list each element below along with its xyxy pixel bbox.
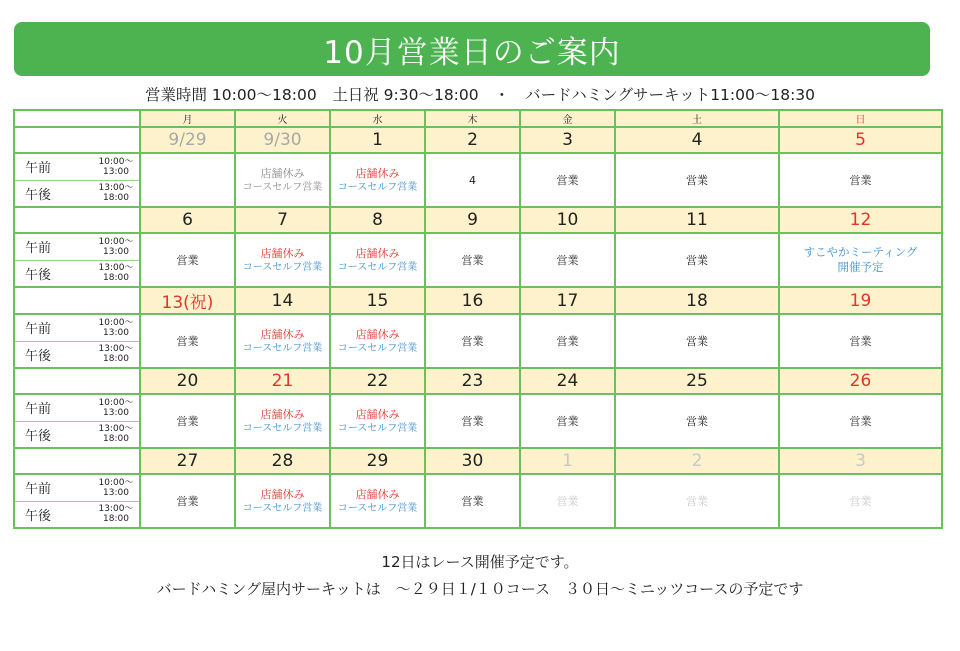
status-cell [520, 153, 615, 207]
period-labels [15, 475, 139, 527]
store-closed-status: 店舗休み [260, 166, 305, 180]
open-status: 営業 [176, 495, 199, 508]
date-cell: 22 [330, 368, 425, 394]
am-period [15, 395, 139, 422]
pm-period [15, 502, 139, 528]
status-cell [140, 394, 235, 448]
status-cell [425, 474, 520, 528]
pm-label: 午後 [25, 428, 52, 444]
self-course-status: コースセルフ営業 [337, 502, 418, 514]
am-period [15, 315, 139, 342]
date-row [14, 207, 942, 233]
date-cell: 6 [140, 207, 235, 233]
date-cell: 11 [615, 207, 779, 233]
pm-time-end: 18:00 [103, 354, 129, 365]
open-status: 営業 [556, 495, 579, 508]
store-closed-status: 店舗休み [260, 246, 305, 260]
open-status: 営業 [461, 415, 484, 428]
self-course-status: コースセルフ営業 [242, 342, 323, 354]
period-label-cell [14, 314, 140, 368]
am-time-end: 13:00 [103, 327, 129, 338]
self-course-status: コースセルフ営業 [242, 422, 323, 434]
open-status: 営業 [556, 174, 579, 187]
am-period [15, 234, 139, 261]
label-spacer [14, 127, 140, 153]
period-label-cell [14, 474, 140, 528]
status-cell [330, 314, 425, 368]
status-cell [330, 233, 425, 287]
self-course-status: コースセルフ営業 [242, 181, 323, 193]
am-time [93, 478, 139, 498]
pm-time-start: 13:00〜 [98, 263, 134, 274]
label-spacer [14, 368, 140, 394]
pm-label: 午後 [25, 508, 52, 524]
am-label: 午前 [25, 161, 52, 177]
status-cell [330, 474, 425, 528]
status-cell [235, 233, 330, 287]
status-cell [779, 474, 942, 528]
am-time-end: 13:00 [103, 487, 129, 498]
circuit-note: バードハミング屋内サーキットは 〜２９日１/１０コース ３０日〜ミニッツコースの予定です [156, 580, 804, 598]
weekday-label: 土 [615, 110, 779, 127]
open-status: 営業 [686, 254, 708, 267]
date-row [14, 127, 942, 153]
status-cell [425, 394, 520, 448]
date-row [14, 368, 942, 394]
status-cell [140, 153, 235, 207]
self-course-status: コースセルフ営業 [337, 181, 418, 193]
period-label-cell [14, 394, 140, 448]
weekday-label: 月 [140, 110, 235, 127]
store-closed-status: 店舗休み [355, 487, 400, 501]
status-cell [779, 233, 942, 287]
am-time-start: 10:00〜 [98, 317, 134, 328]
date-cell: 9 [425, 207, 520, 233]
weekday-label: 火 [235, 110, 330, 127]
date-cell: 13(祝) [140, 287, 235, 314]
pm-time-end: 18:00 [103, 434, 129, 445]
date-cell: 3 [779, 448, 942, 474]
am-period [15, 154, 139, 181]
cell-text: 4 [469, 173, 476, 187]
weekday-label: 日 [779, 110, 942, 127]
date-cell: 27 [140, 448, 235, 474]
status-cell [140, 314, 235, 368]
open-status: 営業 [686, 495, 708, 508]
date-cell: 17 [520, 287, 615, 314]
date-cell: 5 [779, 127, 942, 153]
date-cell: 9/30 [235, 127, 330, 153]
label-spacer [14, 448, 140, 474]
date-cell: 2 [615, 448, 779, 474]
pm-period [15, 181, 139, 207]
pm-time-end: 18:00 [103, 273, 129, 284]
self-course-status: コースセルフ営業 [337, 342, 418, 354]
date-cell: 15 [330, 287, 425, 314]
date-cell: 16 [425, 287, 520, 314]
date-row [14, 448, 942, 474]
date-cell: 26 [779, 368, 942, 394]
open-status: 営業 [556, 335, 579, 348]
date-cell: 29 [330, 448, 425, 474]
weekday-header-row [14, 110, 942, 127]
date-cell: 4 [615, 127, 779, 153]
status-cell [235, 153, 330, 207]
store-closed-status: 店舗休み [355, 327, 400, 341]
meeting-note: 開催予定 [837, 260, 884, 274]
open-status: 営業 [461, 254, 484, 267]
pm-period [15, 422, 139, 448]
title-banner [14, 22, 930, 76]
pm-time-end: 18:00 [103, 514, 129, 525]
am-time [93, 157, 139, 177]
status-cell [425, 233, 520, 287]
date-cell: 23 [425, 368, 520, 394]
am-time [93, 237, 139, 257]
status-cell [779, 153, 942, 207]
pm-time [93, 504, 139, 524]
am-time-end: 13:00 [103, 166, 129, 177]
open-status: 営業 [176, 335, 199, 348]
self-course-status: コースセルフ営業 [242, 502, 323, 514]
label-spacer [14, 287, 140, 314]
self-course-status: コースセルフ営業 [337, 261, 418, 273]
am-time [93, 318, 139, 338]
store-closed-status: 店舗休み [355, 166, 400, 180]
period-label-cell [14, 153, 140, 207]
date-cell: 19 [779, 287, 942, 314]
pm-time [93, 344, 139, 364]
status-cell [330, 394, 425, 448]
store-closed-status: 店舗休み [355, 407, 400, 421]
store-closed-status: 店舗休み [260, 407, 305, 421]
open-status: 営業 [461, 495, 484, 508]
status-cell [520, 394, 615, 448]
label-spacer [14, 207, 140, 233]
pm-time-start: 13:00〜 [98, 504, 134, 515]
weekday-label: 水 [330, 110, 425, 127]
weekday-label: 木 [425, 110, 520, 127]
am-label: 午前 [25, 402, 52, 418]
status-cell [520, 314, 615, 368]
open-status: 営業 [849, 335, 872, 348]
status-cell [615, 474, 779, 528]
period-labels [15, 315, 139, 367]
date-cell: 30 [425, 448, 520, 474]
status-cell [425, 153, 520, 207]
status-cell [425, 314, 520, 368]
am-label: 午前 [25, 322, 52, 338]
pm-label: 午後 [25, 187, 52, 203]
pm-time-end: 18:00 [103, 193, 129, 204]
pm-label: 午後 [25, 348, 52, 364]
period-label-cell [14, 233, 140, 287]
status-cell [779, 314, 942, 368]
open-status: 営業 [176, 254, 199, 267]
status-cell [520, 474, 615, 528]
date-cell: 1 [520, 448, 615, 474]
pm-label: 午後 [25, 267, 52, 283]
open-status: 営業 [849, 495, 872, 508]
open-status: 営業 [686, 415, 708, 428]
store-closed-status: 店舗休み [355, 246, 400, 260]
date-cell: 12 [779, 207, 942, 233]
meeting-event [780, 245, 941, 275]
pm-period [15, 342, 139, 368]
am-label: 午前 [25, 241, 52, 257]
status-cell [615, 394, 779, 448]
race-note: 12日はレース開催予定です。 [381, 553, 579, 571]
date-cell: 1 [330, 127, 425, 153]
status-cell [235, 314, 330, 368]
status-cell [615, 314, 779, 368]
weekday-label: 金 [520, 110, 615, 127]
store-closed-status: 店舗休み [260, 327, 305, 341]
am-period [15, 475, 139, 502]
pm-time-start: 13:00〜 [98, 183, 134, 194]
page-title: 10月営業日のご案内 [323, 34, 621, 71]
am-time-start: 10:00〜 [98, 156, 134, 167]
am-time [93, 398, 139, 418]
date-cell: 28 [235, 448, 330, 474]
period-labels [15, 395, 139, 447]
pm-time-start: 13:00〜 [98, 344, 134, 355]
am-time-start: 10:00〜 [98, 477, 134, 488]
status-row [14, 314, 942, 368]
status-row [14, 394, 942, 448]
status-row [14, 153, 942, 207]
pm-time [93, 424, 139, 444]
status-cell [235, 474, 330, 528]
status-cell [779, 394, 942, 448]
am-label: 午前 [25, 482, 52, 498]
open-status: 営業 [686, 335, 708, 348]
store-closed-status: 店舗休み [260, 487, 305, 501]
status-cell [140, 474, 235, 528]
am-time-end: 13:00 [103, 246, 129, 257]
status-cell [615, 233, 779, 287]
open-status: 営業 [686, 174, 708, 187]
date-cell: 10 [520, 207, 615, 233]
date-cell: 14 [235, 287, 330, 314]
open-status: 営業 [176, 415, 199, 428]
pm-period [15, 261, 139, 287]
status-row [14, 233, 942, 287]
calendar-table [13, 109, 943, 529]
status-cell [330, 153, 425, 207]
am-time-end: 13:00 [103, 407, 129, 418]
date-cell: 20 [140, 368, 235, 394]
date-row [14, 287, 942, 314]
period-labels [15, 154, 139, 206]
open-status: 営業 [849, 174, 872, 187]
date-cell: 8 [330, 207, 425, 233]
date-cell: 24 [520, 368, 615, 394]
date-cell: 9/29 [140, 127, 235, 153]
am-time-start: 10:00〜 [98, 397, 134, 408]
open-status: 営業 [556, 254, 579, 267]
self-course-status: コースセルフ営業 [242, 261, 323, 273]
status-cell [520, 233, 615, 287]
am-time-start: 10:00〜 [98, 236, 134, 247]
pm-time [93, 263, 139, 283]
date-cell: 2 [425, 127, 520, 153]
status-cell [615, 153, 779, 207]
pm-time [93, 183, 139, 203]
self-course-status: コースセルフ営業 [337, 422, 418, 434]
pm-time-start: 13:00〜 [98, 424, 134, 435]
open-status: 営業 [849, 415, 872, 428]
business-hours: 営業時間 10:00〜18:00 土日祝 9:30〜18:00 ・ バードハミングサーキット11:00〜18:30 [144, 86, 816, 104]
open-status: 営業 [556, 415, 579, 428]
period-labels [15, 234, 139, 286]
date-cell: 25 [615, 368, 779, 394]
date-cell: 3 [520, 127, 615, 153]
status-cell [235, 394, 330, 448]
date-cell: 21 [235, 368, 330, 394]
date-cell: 7 [235, 207, 330, 233]
open-status: 営業 [461, 335, 484, 348]
date-cell: 18 [615, 287, 779, 314]
corner-cell [14, 110, 140, 127]
meeting-title: すこやかミーティング [803, 245, 918, 259]
status-cell [140, 233, 235, 287]
status-row [14, 474, 942, 528]
